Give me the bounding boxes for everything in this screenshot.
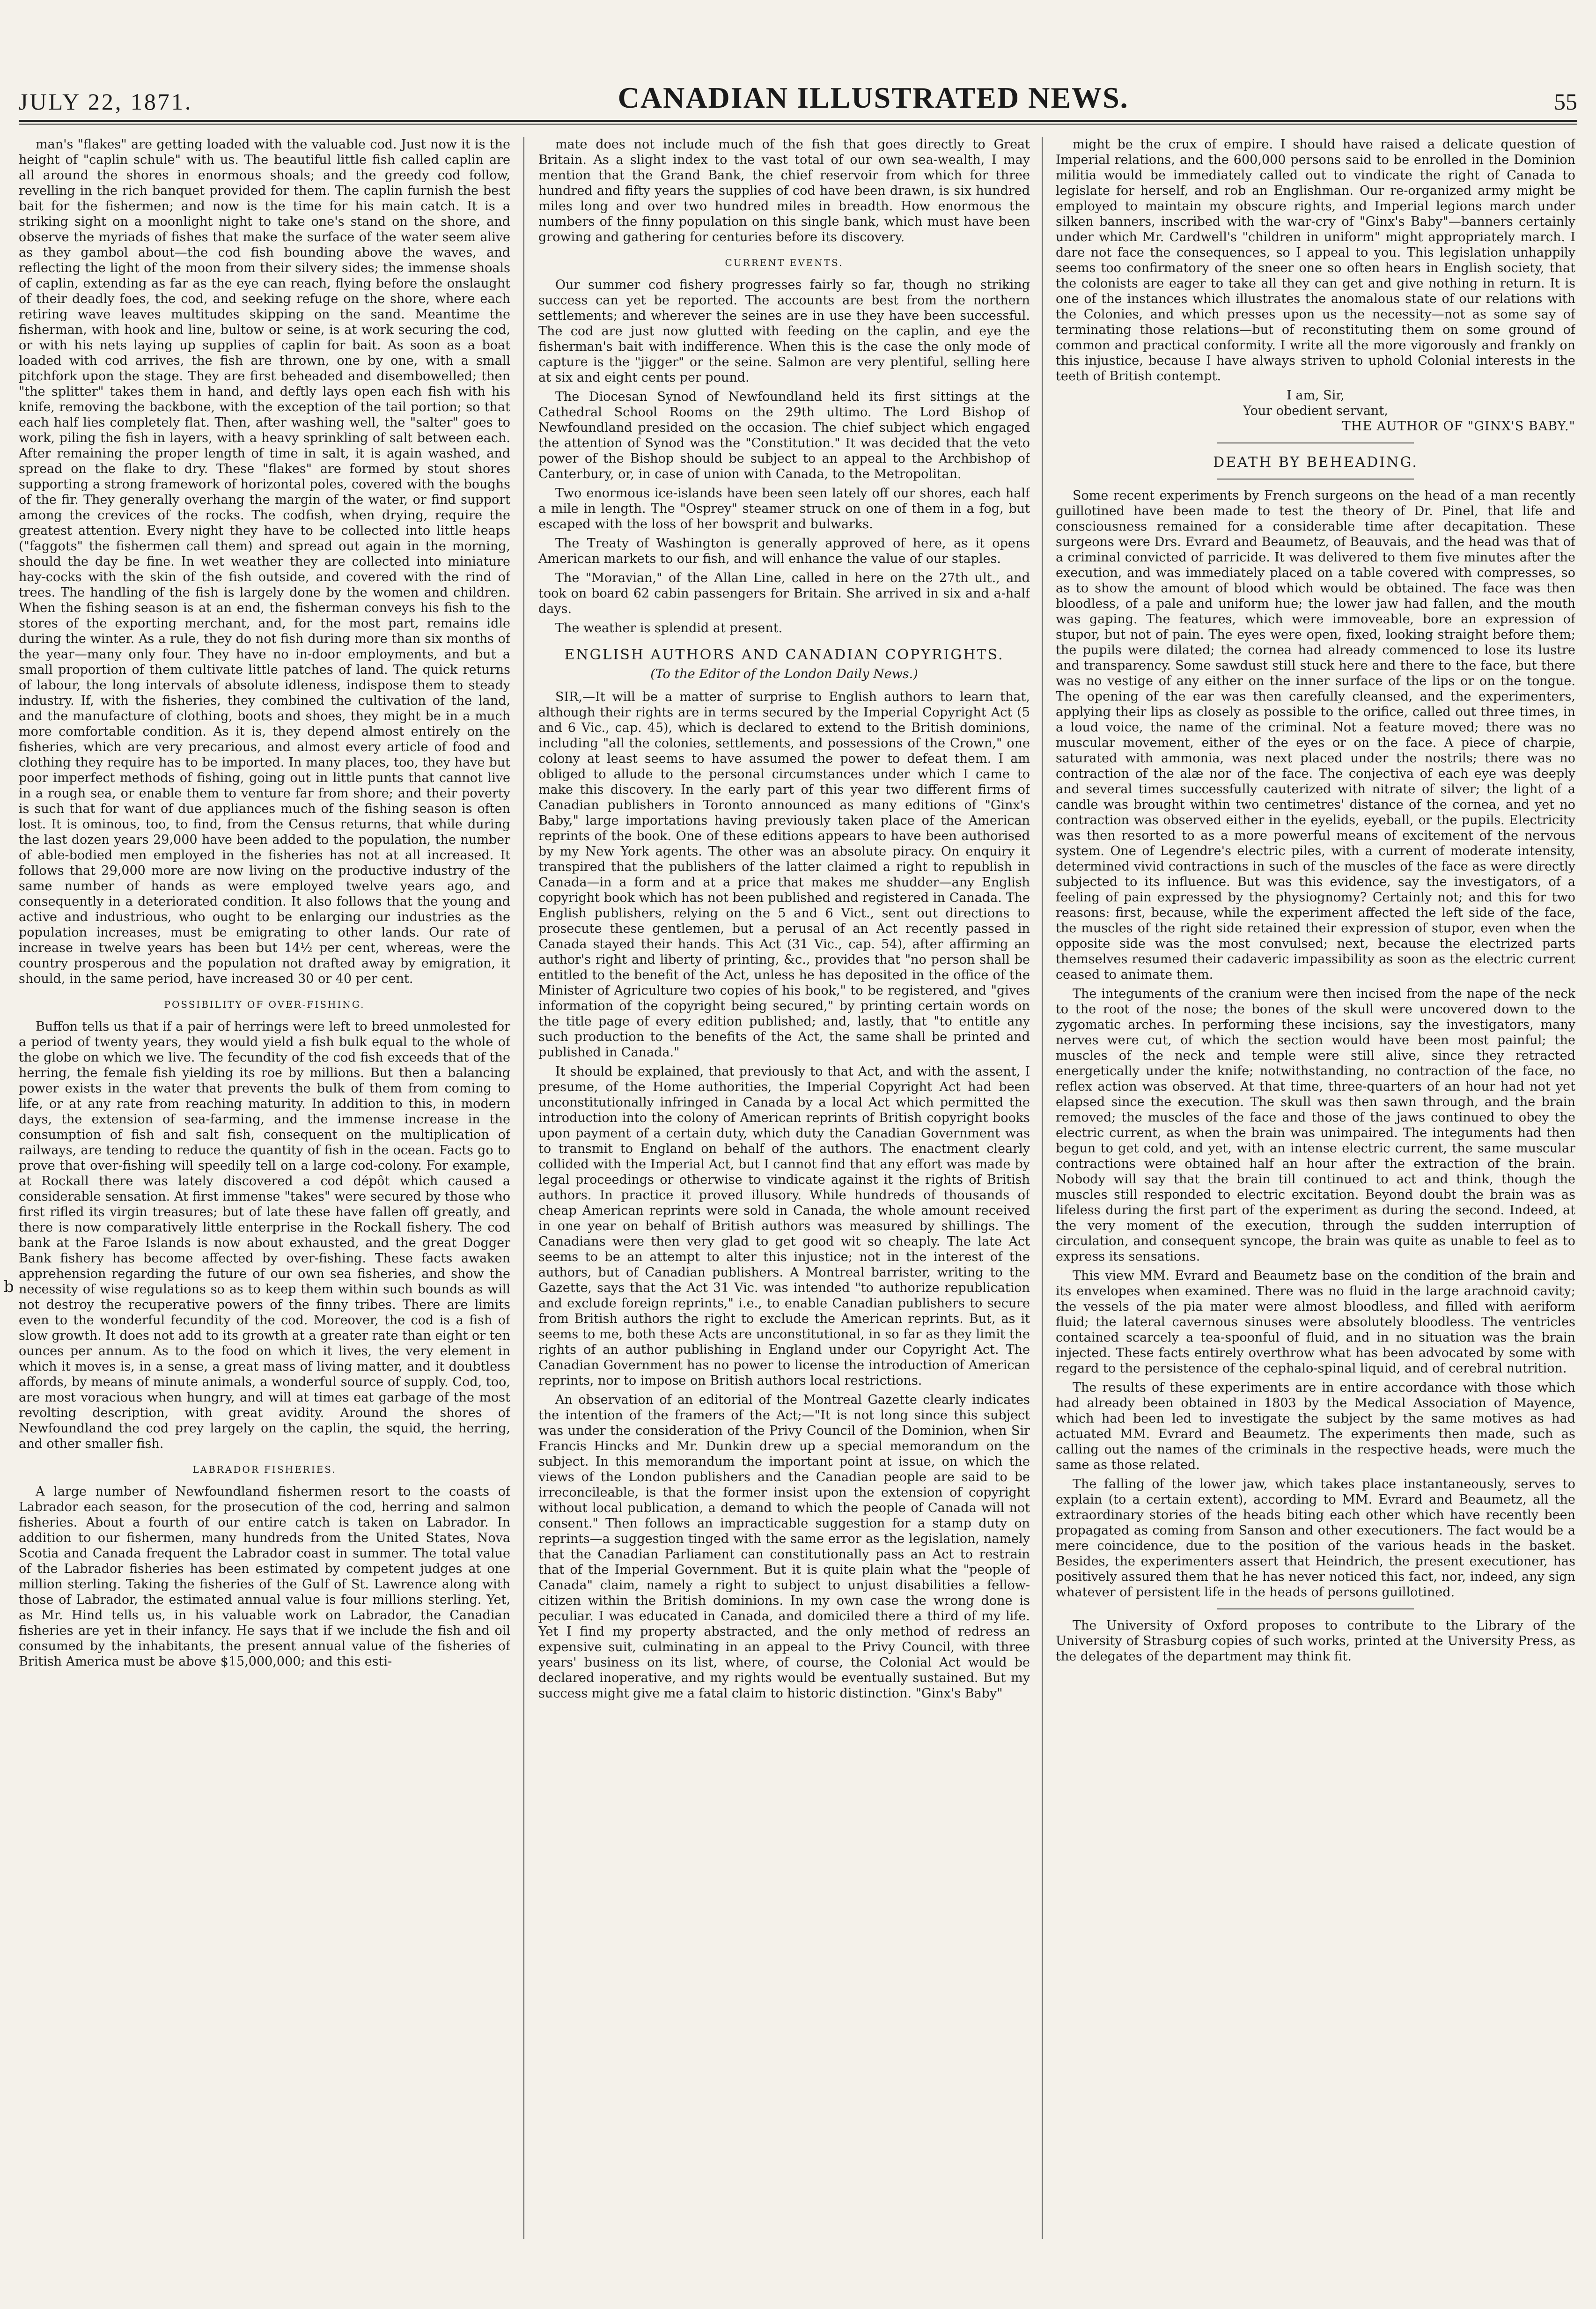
article-paragraph: might be the crux of empire. I should have raised a delicate question of Imperial relations, and the 600,000 persons said to be enrolled in the Dominion militia would be immediately called out to vindicate the right of Canada to legislate for herself, and rob an Englishman. Our re-organized army might be employed to maintain my obscure rights, and Imperial legions march under silken banners, inscribed with the war-cry of "Ginx's Baby"—banners certainly under which Mr. Cardwell's "children in uniform" might appropriately march. I dare not face the consequences, so I appeal to you. This legislation unhappily seems too confirmatory of the sneer one so often hears in English society, that the colonists are eager to take all they can get and give nothing in return. It is one of the instances which illustrates the anomalous state of our relations with the Colonies, and which presses upon us the necessity—not as some say of terminating those relations—but of reconstituting them on some ground of common and practical conformity. I write all the more vigorously and frankly on this injustice, because I have always striven to uphold Colonial interests in the teeth of British contempt. [1056,137,1575,384]
article-paragraph: The integuments of the cranium were then incised from the nape of the neck to the root of the nose; the bones of the skull were uncovered down to the zygomatic arches. In performing these incisions, say the investigators, many nerves were cut, of which the section would have been most painful; the muscles of the neck and temple were still alive, since they retracted energetically under the knife; notwithstanding, no contraction of the face, no reflex action was observed. At that time, three-quarters of an hour had not yet elapsed since the execution. The skull was then sawn through, and the brain removed; the muscles of the face and those of the jaws continued to obey the electric current, as when the brain was unimpaired. The integuments had then begun to get cold, and yet, with an intense electric current, the same muscular contractions were obtained half an hour after the extraction of the brain. Nobody will say that the brain till continued to act and think, though the muscles still responded to electric excitation. Beyond doubt the brain was as lifeless during the first part of the experiment as during the second. Indeed, at the very moment of the execution, through the sudden interruption of circulation, and consequent syncope, the brain was quite as unable to feel as to express its sensations. [1056,987,1575,1264]
article-paragraph: An observation of an editorial of the Montreal Gazette clearly indicates the intention of the framers of the Act;—"It is not long since this subject was under the consideration of the Privy Council of the Dominion, when Sir Francis Hincks and Mr. Dunkin drew up a special memorandum on the subject. In this memorandum the important point at issue, on which the views of the London publishers and the Canadian people are said to be irreconcileable, is that the former insist upon the extension of copyright without local publication, a demand to which the people of Canada will not consent." Then follows an impracticable suggestion for a stamp duty on reprints—a suggestion tinged with the same error as the legislation, namely that the Canadian Parliament can constitutionally pass an Act to restrain that of the Imperial Government. But it is quite plain what the "people of Canada" claim, namely a right to subject to unjust disabilities a fellow-citizen within the British dominions. In my own case the wrong done is peculiar. I was educated in Canada, and domiciled there a third of my life. Yet I find my property abstracted, and the only method of redress an expensive suit, culminating in an appeal to the Privy Council, with three years' business on its list, where, of course, the Colonial Act would be declared inoperative, and my rights would be eventually sustained. But my success might give me a fatal claim to historic distinction. "Ginx's Baby" [538,1393,1030,1701]
section-divider [1217,1608,1414,1609]
article-paragraph: The falling of the lower jaw, which takes place instantaneously, serves to explain (to a certain extent), according to MM. Evrard and Beaumetz, all the extraordinary stories of the heads biting each other which have recently been propagated as coming from Sanson and other executioners. The fact would be a mere coincidence, due to the position of the various heads in the basket. Besides, the experimenters assert that Heindrich, the present executioner, has positively assured them that he has never noticed this fact, nor, indeed, any sign whatever of persistent life in the heads of persons guillotined. [1056,1477,1575,1600]
letter-closing: Your obedient servant, [1243,404,1388,418]
column-3 [1056,137,1575,2239]
article-paragraph: Two enormous ice-islands have been seen lately off our shores, each half a mile in length. The "Osprey" steamer struck on one of them in a fog, but escaped with the loss of her bowsprit and bulwarks. [538,486,1030,531]
column-1 [19,137,510,2239]
article-paragraph: The weather is splendid at present. [555,621,783,635]
article-headline-copyrights: ENGLISH AUTHORS AND CANADIAN COPYRIGHTS. [564,647,1004,663]
article-paragraph: This view MM. Evrard and Beaumetz base on the condition of the brain and its envelopes when examined. There was no fluid in the large arachnoid cavity; the vessels of the pia mater were almost bloodless, and filled with aeriform fluid; the lateral cavernous sinuses were absolutely bloodless. The ventricles contained scarcely a tea-spoonful of fluid, and in no situation was the brain injected. These facts entirely overthrow what has been advocated by some with regard to the persistence of the cephalo-spinal liquid, and of cerebral nutrition. [1056,1269,1575,1376]
masthead-rule-thin [19,124,1577,125]
masthead-rule [19,120,1577,122]
column-divider [523,137,524,2239]
article-paragraph: The results of these experiments are in entire accordance with those which had already been obtained in 1803 by the Medical Association of Mayence, which had been led to investigate the subject by the same motives as had actuated MM. Evrard and Beaumetz. The experiments then made, such as calling out the names of the criminals in the respective heads, were much the same as those related. [1056,1380,1575,1472]
section-heading-current-events: CURRENT EVENTS. [725,257,844,268]
column-divider [1042,137,1043,2239]
page-number: 55 [1553,89,1577,115]
article-paragraph: The University of Oxford proposes to contribute to the Library of the University of Strasburg copies of such works, printed at the University Press, as the delegates of the department may think fit. [1056,1618,1575,1664]
article-paragraph: mate does not include much of the fish that goes directly to Great Britain. As a slight index to the vast total of our own sea-wealth, I may mention that the Grand Bank, the chief reservoir from which for three hundred and fifty years the supplies of cod have been drawn, is six hundred miles long and over two hundred miles in breadth. How enormous the numbers of the finny population on this single bank, which must have been growing and gathering for centuries before its discovery. [538,137,1030,244]
article-paragraph: SIR,—It will be a matter of surprise to English authors to learn that, although their rights are in terms secured by the Imperial Copyright Act (5 and 6 Vic., cap. 45), which is declared to extend to the British dominions, including "all the colonies, settlements, and possessions of the Crown," one colony at least seems to have assumed the power to defeat them. I am obliged to allude to the personal circumstances under which I came to make this discovery. In the early part of this year two different firms of Canadian publishers in Toronto announced as many editions of "Ginx's Baby," large importations having previously taken place of the American reprints of the book. One of these editions appears to have been authorised by my New York agents. The other was an absolute piracy. On enquiry it transpired that the publishers of the latter claimed a right to republish in Canada—in a form and at a price that makes me shudder—any English copyright book which has not been published and registered in Canada. The English publishers, relying on the 5 and 6 Vict., sent out directions to prosecute these gentlemen, but a perusal of an Act recently passed in Canada stayed their hands. This Act (31 Vic., cap. 54), after affirming an author's right and liberty of printing, &c., provides that "no person shall be entitled to the benefit of the Act, unless he has deposited in the office of the Minister of Agriculture two copies of his book," to be registered, and "gives information of the copyright being secured," by printing certain words on the title page of every edition published; and, lastly, that "to entitle any such production to the benefits of the Act, the same shall be printed and published in Canada." [538,690,1030,1060]
masthead [19,70,1577,115]
article-subheadline: (To the Editor of the London Daily News.) [650,667,918,681]
article-paragraph: The Treaty of Washington is generally approved of here, as it opens American markets to our fish, and will enhance the value of our staples. [538,536,1030,566]
article-paragraph: Our summer cod fishery progresses fairly so far, though no striking success can yet be reported. The accounts are best from the northern settlements; and wherever the seines are in use they have been successful. The cod are just now glutted with feeding on the caplin, and eye the fisherman's bait with indifference. When this is the case the only mode of capture is the "jigger" or the seine. Salmon are very plentiful, selling here at six and eight cents per pound. [538,278,1030,385]
section-heading-over-fishing: POSSIBILITY OF OVER-FISHING. [164,999,365,1010]
letter-closing: I am, Sir, [1287,388,1345,403]
letter-signature: THE AUTHOR OF "GINX'S BABY." [1342,419,1575,434]
newspaper-title: CANADIAN ILLUSTRATED NEWS. [618,81,1129,114]
article-paragraph: Some recent experiments by French surgeons on the head of a man recently guillotined have been made to test the theory of Dr. Pinel, that life and consciousness remained for a considerable time after decapitation. These surgeons were Drs. Evrard and Beaumetz, of Beauvais, and the head was that of a criminal convicted of parricide. It was delivered to them five minutes after the execution, and was immediately placed on a table covered with compresses, so as to show the amount of blood which would be obtained. The face was then bloodless, of a pale and uniform hue; the lower jaw had fallen, and the mouth was gaping. The features, which were immoveable, bore an expression of stupor, but not of pain. The eyes were open, fixed, looking straight before them; the pupils were dilated; the cornea had already commenced to lose its lustre and transparency. Some sawdust still stuck here and there to the face, but there was no vestige of any either on the inner surface of the lips or on the tongue. The opening of the ear was then carefully cleansed, and the experimenters, applying their lips as closely as possible to the orifice, called out three times, in a loud voice, the name of the criminal. Not a feature moved; there was no muscular movement, either of the eyes or on the face. A piece of charpie, saturated with ammonia, was next placed under the nostrils; there was no contraction of the alæ nor of the face. The conjectiva of each eye was deeply and several times successfully cauterized with nitrate of silver; the light of a candle was brought within two centimetres' distance of the cornea, and yet no contraction was observed either in the eyelids, eyeball, or the pupils. Electricity was then resorted to as a more powerful means of excitement of the nervous system. One of Legendre's electric piles, with a current of moderate intensity, determined vivid contractions in such of the muscles of the face as were directly subjected to its influence. But was this evidence, say the investigators, of a feeling of pain expressed by the physiognomy? Certainly not; and this for two reasons: first, because, while the experiment affected the left side of the face, the muscles of the right side retained their expression of stupor, even when the opposite side was the most convulsed; next, because the electrized parts themselves resumed their cadaveric impassibility as soon as the electric current ceased to animate them. [1056,488,1575,982]
section-heading-labrador: LABRADOR FISHERIES. [192,1464,337,1475]
article-paragraph: It should be explained, that previously to that Act, and with the assent, I presume, of the Home authorities, the Imperial Copyright Act had been unconstitutionally infringed in Canada by a local Act which permitted the introduction into the colony of American reprints of British copyright books upon payment of a certain duty, which duty the Canadian Government was to transmit to England on behalf of the authors. The enactment clearly collided with the Imperial Act, but I cannot find that any effort was made by legal proceedings or otherwise to vindicate against it the rights of British authors. In practice it proved illusory. While hundreds of thousands of cheap American reprints were sold in Canada, the whole amount received in one year on behalf of British authors was measured by shillings. The Canadians were then very glad to get good wit so cheaply. The late Act seems to be an attempt to alter this injustice; not in the interest of the authors, but of Canadian publishers. A Montreal barrister, writing to the Gazette, says that the Act 31 Vic. was intended "to authorize republication and exclude foreign reprints," i.e., to enable Canadian publishers to secure from British authors the right to exclude the American reprints. But, as it seems to me, both these Acts are unconstitutional, in so far as they limit the rights of an author publishing in England under our Copyright Act. The Canadian Government has no power to license the introduction of American reprints, nor to impose on British authors local restrictions. [538,1064,1030,1388]
section-divider [1217,479,1414,480]
article-paragraph: Buffon tells us that if a pair of herrings were left to breed unmolested for a period of twenty years, they would yield a fish bulk equal to the whole of the globe on which we live. The fecundity of the cod fish exceeds that of the herring, the female fish yielding its roe by millions. But then a balancing power exists in the water that prevents the bulk of them from coming to life, or at any rate from reaching maturity. In addition to this, in modern days, the extension of sea-farming, and the immense increase in the consumption of fish and salt fish, consequent on the multiplication of railways, are tending to reduce the quantity of fish in the ocean. Facts go to prove that over-fishing will speedily tell on a large cod-colony. For example, at Rockall there was lately discovered a cod dépôt which caused a considerable sensation. At first immense "takes" were secured by those who first rifled its virgin treasures; but of late these have fallen off greatly, and there is now comparatively little enterprise in the Rockall fishery. The cod bank at the Faroe Islands is now about exhausted, and the great Dogger Bank fishery has become affected by over-fishing. These facts awaken apprehension regarding the future of our own sea fisheries, and show the necessity of wise regulations so as to keep them within such bounds as will not destroy the recuperative powers of the finny tribes. There are limits even to the wonderful fecundity of the cod. Moreover, the cod is a fish of slow growth. It does not add to its growth at a greater rate than eight or ten ounces per annum. As to the food on which it lives, the very element in which it moves is, in a sense, a great mass of living matter, and it doubtless affords, by means of minute animals, a wonderful source of supply. Cod, too, are most voracious when hungry, and will at times eat garbage of the most revolting description, with great avidity. Around the shores of Newfoundland the cod prey largely on the caplin, the squid, the herring, and other smaller fish. [19,1019,510,1451]
article-headline-beheading: DEATH BY BEHEADING. [1213,454,1418,471]
column-2 [538,137,1030,2239]
article-paragraph: A large number of Newfoundland fishermen resort to the coasts of Labrador each season, for the prosecution of the cod, herring and salmon fisheries. About a fourth of our entire catch is taken on Labrador. In addition to our fishermen, many hundreds from the United States, Nova Scotia and Canada frequent the Labrador coast in summer. The total value of the Labrador fisheries has been estimated by competent judges at one million sterling. Taking the fisheries of the Gulf of St. Lawrence along with those of Labrador, the estimated annual value is four millions sterling. Yet, as Mr. Hind tells us, in his valuable work on Labrador, the Canadian fisheries are yet in their infancy. He says that if we include the fish and oil consumed by the inhabitants, the present annual value of the fisheries of British America must be above $15,000,000; and this esti- [19,1484,510,1669]
issue-date: JULY 22, 1871. [19,89,193,115]
article-paragraph: The "Moravian," of the Allan Line, called in here on the 27th ult., and took on board 62 cabin passengers for Britain. She arrived in six and a-half days. [538,571,1030,616]
margin-mark: b [4,1277,14,1296]
article-paragraph: man's "flakes" are getting loaded with the valuable cod. Just now it is the height of "caplin schule" with us. The beautiful little fish called caplin are all around the shores in enormous shoals; and the greedy cod follow, revelling in the rich banquet provided for them. The caplin furnish the best bait for the fishermen; and now is the time for his main catch. It is a striking sight on a moonlight night to take one's stand on the shore, and observe the myriads of fishes that make the surface of the water seem alive as they gambol about—the cod fish bounding above the waves, and reflecting the light of the moon from their silvery sides; the immense shoals of caplin, extending as far as the eye can reach, flying before the onslaught of their deadly foes, the cod, and seeking refuge on the shore, where each retiring wave leaves multitudes skipping on the sand. Meantime the fisherman, with hook and line, bultow or seine, is at work securing the cod, or with his nets laying up supplies of caplin for bait. As soon as a boat loaded with cod arrives, the fish are thrown, one by one, with a small pitchfork upon the stage. They are first beheaded and disembowelled; then "the splitter" takes them in hand, and deftly lays open each fish with his knife, removing the backbone, with the exception of the tail portion; so that each half lies completely flat. Then, after washing well, the "salter" goes to work, piling the fish in layers, with a heavy sprinkling of salt between each. After remaining the proper length of time in salt, it is again washed, and spread on the flake to dry. These "flakes" are formed by stout shores supporting a strong framework of horizontal poles, covered with the boughs of the fir. They generally overhang the margin of the water, or find support among the crevices of the rocks. The codfish, when drying, require the greatest attention. Every night they have to be collected into little heaps ("faggots" the fishermen call them) and spread out again in the morning, should the day be fine. In wet weather they are collected into miniature hay-cocks with the skin of the fish outside, and covered with the rind of trees. The handling of the fish is largely done by the women and children. When the fishing season is at an end, the fisherman conveys his fish to the stores of the exporting merchant, and, for the most part, remains idle during the winter. As a rule, they do not fish during more than six months of the year—many only four. They have no in-door employments, and but a small proportion of them cultivate little patches of land. The quick returns of labour, the long intervals of absolute idleness, indispose them to steady industry. If, with the fisheries, they combined the cultivation of the land, and the manufacture of clothing, boots and shoes, they might be in a much more comfortable condition. As it is, they depend almost entirely on the fisheries, which are very precarious, and almost every article of food and clothing they require has to be imported. In many places, too, they have but poor imperfect methods of fishing, going out in little punts that cannot live in a rough sea, or enable them to venture far from shore; and their poverty is such that for want of due appliances much of the fishing season is often lost. It is ominous, too, to find, from the Census returns, that while during the last dozen years 29,000 have been added to the population, the number of able-bodied men employed in the fisheries has not at all increased. It follows that 29,000 more are now living on the productive industry of the same number of hands as were employed twelve years ago, and consequently in a deteriorated condition. It also follows that the young and active and industrious, who ought to be enlarging our industries as the population increases, must be emigrating to other lands. Our rate of increase in twelve years has been but 14½ per cent, whereas, were the country prosperous and the population not drafted away by emigration, it should, in the same period, have increased 30 or 40 per cent. [19,137,510,986]
article-paragraph: The Diocesan Synod of Newfoundland held its first sittings at the Cathedral School Rooms on the 29th ultimo. The Lord Bishop of Newfoundland presided on the occasion. The chief subject which engaged the attention of Synod was the "Constitution." It was decided that the veto power of the Bishop should be subject to an appeal to the Archbishop of Canterbury, or, in case of union with Canada, to the Metropolitan. [538,390,1030,481]
